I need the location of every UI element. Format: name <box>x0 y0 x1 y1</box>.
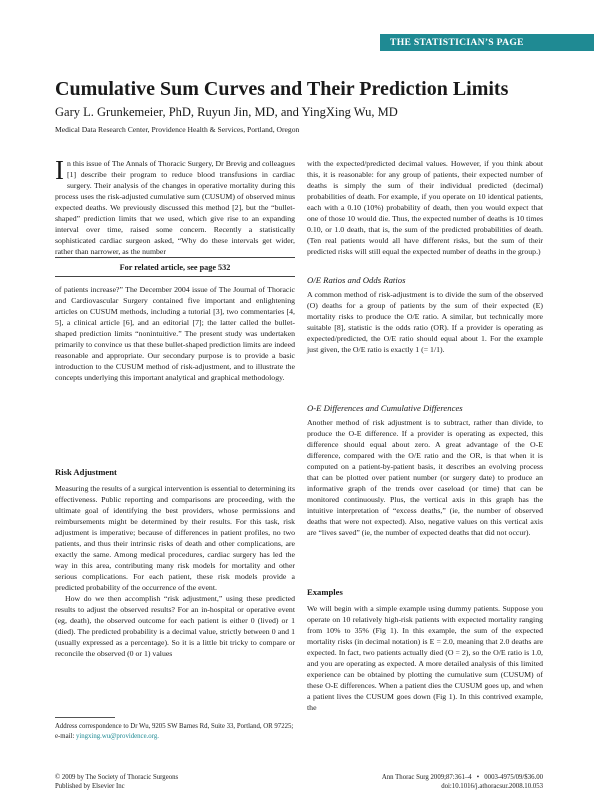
intro-block <box>55 155 295 257</box>
oe-differences-paragraph: Another method of risk adjustment is to subtract, rather than divide, to produce the O-E difference. If a provider is operating as expected, this difference should equal about zero. A great advantage of the O-E difference, compared with the O/E ratio and the OR, is that when it is computed on a patient-by-patient basis, it describes an evolving process that can be plotted over patient number (or surgery date) to produce an informative graph of the trends over caseload (or time) that can be monitored continuously. Plus, the vertical axis in this graph has the intuitive interpretation of “excess deaths,” (ie, the number of observed deaths that were not expected). Also, negative values on this vertical axis are “lives saved” (ie, the number of expected deaths that did not occur). <box>307 418 543 537</box>
correspondence-email[interactable]: yingxing.wu@providence.org. <box>75 732 159 740</box>
copyright-line: © 2009 by The Society of Thoracic Surgeons <box>55 774 179 781</box>
examples-body <box>307 603 543 713</box>
risk-adjustment-body <box>55 483 295 659</box>
doi-line[interactable]: doi:10.1016/j.athoracsur.2008.10.053 <box>441 783 543 790</box>
oe-ratios-paragraph: A common method of risk-adjustment is to divide the sum of the observed (O) deaths for a group of patients by the sum of their expected (E) mortality risks to produce the O/E ratio. A similar, but technically more suitable [8], statistic is the odds ratio (OR). If a provider is operating as expected/predicted, the O/E ratio should equal about 1. For the example just given, the O/E ratio is exactly 1 (= 1/1). <box>307 290 543 354</box>
issn: 0003-4975/09/$36.00 <box>484 774 543 781</box>
footer-separator: • <box>473 774 483 781</box>
heading-risk-adjustment: Risk Adjustment <box>55 467 117 477</box>
correspondence-note <box>55 722 295 741</box>
risk-paragraph-2: How do we then accomplish “risk adjustment,” using these predicted results to adjust the observed results? For an in-hospital or operative event (eg, death), the observed outcome for each patient is either 0 (lived) or 1 (died). The predicted probability is a decimal value, strictly between 0 and 1 (usually expressed as a percentage). So it is a little bit tricky to compare or reconcile the observed (0 or 1) values <box>55 594 295 658</box>
drop-cap: I <box>55 155 64 185</box>
related-article-note[interactable]: For related article, see page 532 <box>55 257 295 277</box>
right-column-top <box>307 158 543 257</box>
affiliation: Medical Data Research Center, Providence Health & Services, Portland, Oregon <box>55 125 300 134</box>
intro-continued <box>55 284 295 383</box>
intro-continued-paragraph: of patients increase?” The December 2004 issue of The Journal of Thoracic and Cardiovascular Surgery contained five important and enlightening articles on CUSUM methods, including a tutorial [3], two commentaries [4, 5], a clinical article [6], and an editorial [7]; the latter called the bullet-shaped prediction limits “nonintuitive.” The present study was undertaken primarily to convince us that these bullet-shaped prediction limits are indeed reasonable and appropriate. Our secondary purpose is to provide a basic introduction to the CUSUM method of risk-adjustment, and to illustrate the concepts underlying this important analytical and graphical methodology. <box>55 285 295 382</box>
citation-line <box>330 773 543 782</box>
footnote-rule <box>55 717 115 718</box>
publisher-line: Published by Elsevier Inc <box>55 783 125 790</box>
author-list: Gary L. Grunkemeier, PhD, Ruyun Jin, MD, and YingXing Wu, MD <box>55 105 398 119</box>
oe-differences-body <box>307 417 543 538</box>
footer-left <box>55 773 178 791</box>
heading-examples: Examples <box>307 587 343 597</box>
risk-paragraph-1: Measuring the results of a surgical intervention is essential to determining its effectiveness. Public reporting and comparisons are proceeding, with the ultimate goal of identifying the best providers, whose permissions and reimbursements might be determined by their results. For this task, risk adjustment is imperative; because of differences in patient profiles, no two patients, and thus their intrinsic risks of death and other complications, are exactly the same. Among medical procedures, cardiac surgery has led the way in this area, contributing many risk models for mortality and other serious complications. For each patient, these risk models provide a predicted probability of the occurrence of the event. <box>55 484 295 592</box>
correspondence-text: Address correspondence to Dr Wu, 9205 SW Barnes Rd, Suite 33, Portland, OR 97225; e-mail: <box>55 723 294 740</box>
intro-paragraph: n this issue of The Annals of Thoracic Surgery, Dr Brevig and colleagues [1] describe their program to reduce blood transfusions in cardiac surgery. Their analysis of the changes in operative mortality during this process uses the risk-adjusted cumulative sum (CUSUM) of observed minus expected deaths. We previously discussed this method [2], but the “bullet-shaped” prediction limits that we used, which give rise to an expanding interval over time, raised some concern. Recently a statistically sophisticated cardiac surgeon asked, “Why do these intervals get wider, rather than narrower, as the number <box>55 159 295 256</box>
journal-citation: Ann Thorac Surg 2009;87:361–4 <box>381 774 472 781</box>
footer-right <box>330 773 543 791</box>
section-banner: THE STATISTICIAN’S PAGE <box>380 34 594 51</box>
heading-oe-differences: O-E Differences and Cumulative Differences <box>307 403 463 413</box>
heading-oe-ratios: O/E Ratios and Odds Ratios <box>307 275 406 285</box>
oe-ratios-body <box>307 289 543 355</box>
expected-deaths-paragraph: with the expected/predicted decimal values. However, if you think about this, it is reasonable: for any group of patients, their expected number of deaths is simply the sum of their individual predicted (decimal) probabilities of death. For example, if you operate on 10 identical patients, each with a 0.10 (10%) probability of death, then you would expect that one of those 10 would die. Thus, the expected number of deaths is 10 times 0.10, or 1.0 death, that is, the sum of the predicted probabilities of death. (Ten real patients would all have different risks, but the sum of their predicted risks will still equal the expected number of deaths in the group.) <box>307 159 543 256</box>
article-title: Cumulative Sum Curves and Their Prediction Limits <box>55 78 509 100</box>
examples-paragraph: We will begin with a simple example using dummy patients. Suppose you operate on 10 relatively high-risk patients with expected mortality ranging from 10% to 35% (Fig 1). In this example, the sum of the expected mortality risks (in decimal notation) is E = 2.0, meaning that 2.0 deaths are expected. In fact, two patients actually died (O = 2), so the O/E ratio is 1.0, and you are operating as expected. A more detailed analysis of this limited experience can be obtained by plotting the cumulative sum (CUSUM) of these O-E differences. When a patient dies the CUSUM goes up, and when a patient lives the CUSUM goes down (Fig 1). In this contrived example, the <box>307 604 543 712</box>
